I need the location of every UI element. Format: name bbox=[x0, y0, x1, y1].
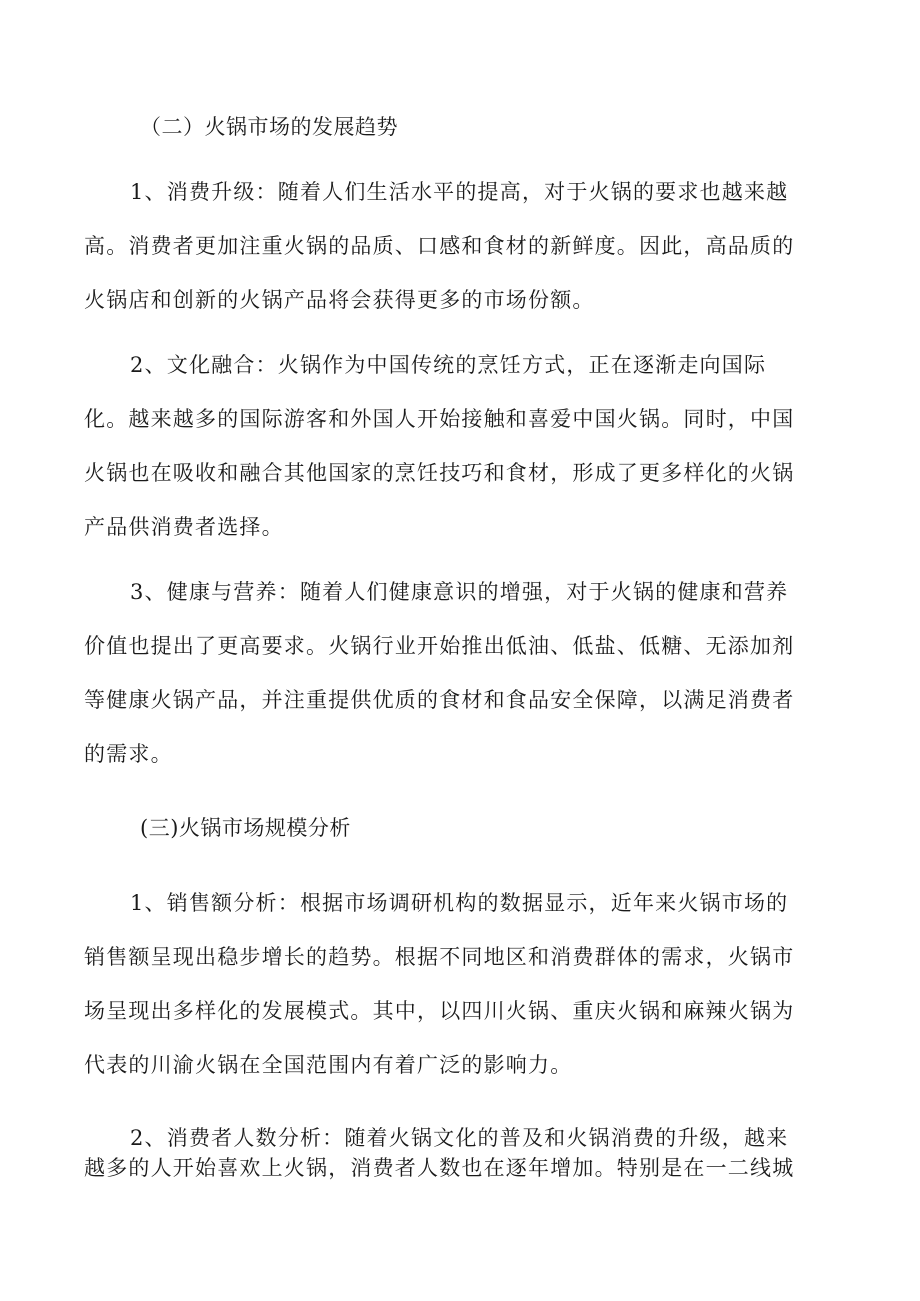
section-heading-trends: （二）火锅市场的发展趋势 bbox=[140, 115, 398, 139]
text-line: 3、健康与营养：随着人们健康意识的增强，对于火锅的健康和营养 bbox=[130, 580, 789, 604]
text-line: 火锅店和创新的火锅产品将会获得更多的市场份额。 bbox=[84, 288, 595, 312]
text-line: 2、消费者人数分析：随着火锅文化的普及和火锅消费的升级，越来 bbox=[130, 1126, 789, 1150]
text-line: 高。消费者更加注重火锅的品质、口感和食材的新鲜度。因此，高品质的 bbox=[84, 234, 795, 258]
text-line: 产品供消费者选择。 bbox=[84, 515, 284, 539]
text-line: 火锅也在吸收和融合其他国家的烹饪技巧和食材，形成了更多样化的火锅 bbox=[84, 461, 795, 485]
text-line: 销售额呈现出稳步增长的趋势。根据不同地区和消费群体的需求，火锅市 bbox=[84, 945, 795, 969]
text-line: 代表的川渝火锅在全国范围内有着广泛的影响力。 bbox=[84, 1053, 573, 1077]
text-line: 的需求。 bbox=[84, 742, 173, 766]
text-line: 等健康火锅产品，并注重提供优质的食材和食品安全保障，以满足消费者 bbox=[84, 688, 795, 712]
text-line: 越多的人开始喜欢上火锅，消费者人数也在逐年增加。特别是在一二线城 bbox=[84, 1156, 795, 1180]
section-heading-market-size: (三)火锅市场规模分析 bbox=[140, 816, 351, 840]
text-line: 价值也提出了更高要求。火锅行业开始推出低油、低盐、低糖、无添加剂 bbox=[84, 634, 795, 658]
text-line: 1、消费升级：随着人们生活水平的提高，对于火锅的要求也越来越 bbox=[130, 180, 789, 204]
text-line: 场呈现出多样化的发展模式。其中，以四川火锅、重庆火锅和麻辣火锅为 bbox=[84, 999, 795, 1023]
text-line: 化。越来越多的国际游客和外国人开始接触和喜爱中国火锅。同时，中国 bbox=[84, 407, 795, 431]
text-line: 2、文化融合：火锅作为中国传统的烹饪方式，正在逐渐走向国际 bbox=[130, 353, 767, 377]
text-line: 1、销售额分析：根据市场调研机构的数据显示，近年来火锅市场的 bbox=[130, 891, 789, 915]
